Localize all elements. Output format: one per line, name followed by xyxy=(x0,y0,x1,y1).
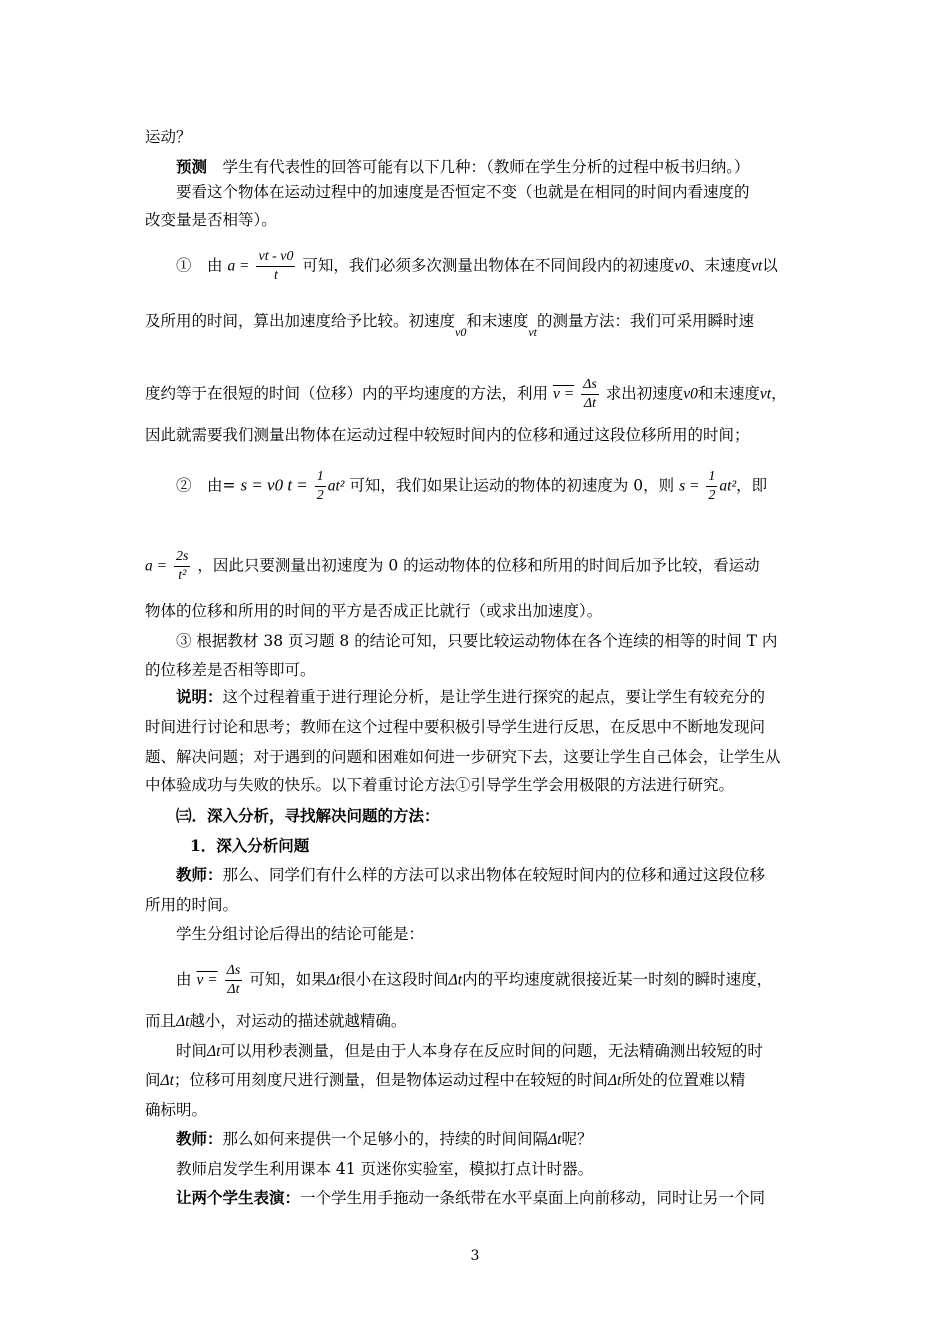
text-line: 的位移差是否相等即可。 xyxy=(145,661,316,679)
label-teacher: 教师： xyxy=(176,865,223,884)
text-line: 教师：那么如何来提供一个足够小的，持续的时间间隔Δt呢？ xyxy=(176,1129,593,1148)
label-prediction: 预测 xyxy=(176,157,208,176)
text-line-formula: ② 由= s = v0 t = $\frac{1}{2}$ at² 可知，我们如果让运动的物体的初速度为 0，则 s = $\frac{1}{2}$ at²，即 xyxy=(176,469,768,503)
text-line-formula: 度约等于在很短的时间（位移）内的平均速度的方法，利用 v = $\frac{\Delta s}{\Delta t}$ 求出初速度v0和末速度vt， xyxy=(145,377,787,411)
text-line: 物体的位移和所用的时间的平方是否成正比就行（或求出加速度）。 xyxy=(145,602,603,620)
page-number: 3 xyxy=(470,1248,480,1264)
label-demo: 让两个学生表演： xyxy=(176,1188,301,1207)
text-line: 题、解决问题；对于遇到的问题和困难如何进一步研究下去，这要让学生自己体会，让学生从 xyxy=(145,748,781,766)
label-teacher: 教师： xyxy=(176,1129,223,1148)
fraction: $\frac{1}{2}$ xyxy=(316,469,324,503)
text-line: 运动？ xyxy=(145,128,192,146)
formula-a: a = xyxy=(227,257,250,275)
text-line: 说明：这个过程着重于进行理论分析，是让学生进行探究的起点，要让学生有较充分的 xyxy=(176,687,766,706)
text-line: ③ 根据教材 38 页习题 8 的结论可知，只要比较运动物体在各个连续的相等的时间 T 内 xyxy=(176,632,778,650)
text-line-formula: a = $\frac{2s}{\text{t²}}$ ，因此只要测量出初速度为 0 的运动物体的位移和所用的时间后加予比较，看运动 xyxy=(145,549,760,583)
text-line: 确标明。 xyxy=(145,1101,208,1119)
text-line: 时间Δt可以用秒表测量，但是由于人本身存在反应时间的问题，无法精确测出较短的时 xyxy=(176,1042,763,1060)
text-line-formula: 由 v = $\frac{\Delta s}{\Delta t}$ 可知，如果Δt很小在这段时间Δt内的平均速度就很接近某一时刻的瞬时速度， xyxy=(176,963,773,997)
fraction: $\frac{\Delta s}{\Delta t}$ xyxy=(226,963,241,997)
text-line: 时间进行讨论和思考；教师在这个过程中要积极引导学生进行反思，在反思中不断地发现问 xyxy=(145,718,766,736)
fraction: $\frac{\Delta s}{\Delta t}$ xyxy=(583,377,597,411)
text-line: 教师启发学生利用课本 41 页迷你实验室，模拟打点计时器。 xyxy=(176,1160,594,1178)
text-line: 因此就需要我们测量出物体在运动过程中较短时间内的位移和通过这段位移所用的时间； xyxy=(145,426,750,444)
section-heading: ㈢．深入分析，寻找解决问题的方法： xyxy=(176,806,440,825)
text-line: 及所用的时间，算出加速度给予比较。初速度$_{v0}$和末速度$_{vt}$的测量方法：我们可采用瞬时速 xyxy=(145,312,755,339)
text-line: 而且Δt越小，对运动的描述就越精确。 xyxy=(145,1012,407,1030)
text-line: 间Δt；位移可用刻度尺进行测量，但是物体运动过程中在较短的时间Δt所处的位置难以精 xyxy=(145,1071,746,1089)
subsection-heading: 1．深入分析问题 xyxy=(190,836,310,855)
label-note: 说明： xyxy=(176,687,223,706)
text-line: 预测 学生有代表性的回答可能有以下几种：（教师在学生分析的过程中板书归纳。） xyxy=(176,157,750,176)
text-line: 所用的时间。 xyxy=(145,896,239,914)
text-line: 中体验成功与失败的快乐。以下着重讨论方法①引导学生学会用极限的方法进行研究。 xyxy=(145,776,735,794)
text-line-formula: ① 由 a = $\frac{vt - v0}{t}$ 可知，我们必须多次测量出物体在不同间段内的初速度v0、末速度vt以 xyxy=(176,249,778,283)
text-line: 让两个学生表演：一个学生用手拖动一条纸带在水平桌面上向前移动，同时让另一个同 xyxy=(176,1188,766,1207)
fraction: $\frac{1}{2}$ xyxy=(708,469,716,503)
fraction: $\frac{vt - v0}{t}$ xyxy=(258,249,294,283)
text-line: 教师：那么、同学们有什么样的方法可以求出物体在较短时间内的位移和通过这段位移 xyxy=(176,865,766,884)
text-line: 要看这个物体在运动过程中的加速度是否恒定不变（也就是在相同的时间内看速度的 xyxy=(176,183,750,201)
text-line: 改变量是否相等）。 xyxy=(145,211,277,229)
text-line: 学生分组讨论后得出的结论可能是： xyxy=(176,925,425,943)
fraction: $\frac{2s}{\text{t²}}$ xyxy=(176,549,189,583)
